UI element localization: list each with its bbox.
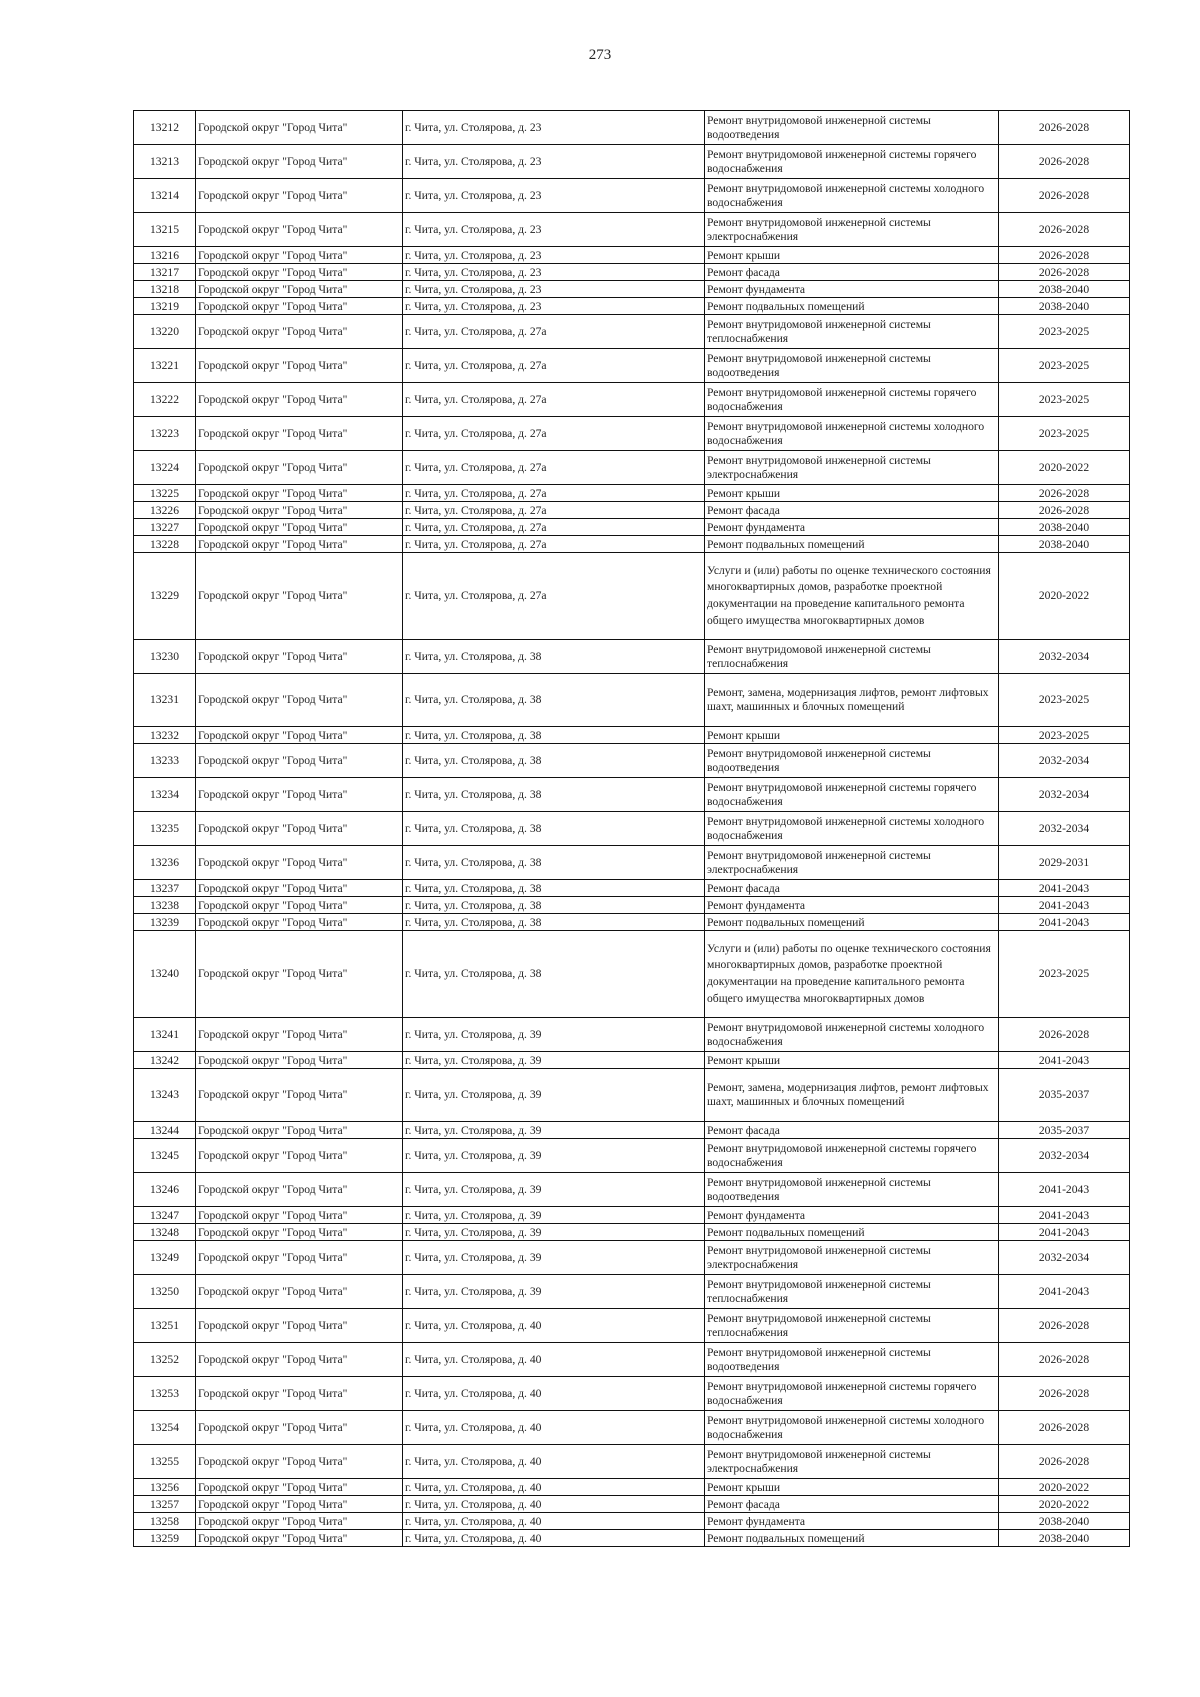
years-cell: 2026-2028	[999, 1343, 1130, 1377]
municipality-cell: Городской округ "Город Чита"	[196, 1139, 403, 1173]
table-row	[134, 1445, 1130, 1479]
years-cell: 2041-2043	[999, 897, 1130, 914]
years-cell: 2023-2025	[999, 931, 1130, 1018]
municipality-cell: Городской округ "Город Чита"	[196, 519, 403, 536]
years-cell: 2023-2025	[999, 315, 1130, 349]
row-number: 13250	[134, 1275, 196, 1309]
address-cell: г. Чита, ул. Столярова, д. 27а	[403, 485, 705, 502]
years-cell: 2032-2034	[999, 640, 1130, 674]
table-row	[134, 1496, 1130, 1513]
row-number: 13252	[134, 1343, 196, 1377]
row-number: 13237	[134, 880, 196, 897]
row-number: 13235	[134, 812, 196, 846]
municipality-cell: Городской округ "Город Чита"	[196, 674, 403, 727]
work-type-cell: Ремонт внутридомовой инженерной системы электроснабжения	[705, 846, 999, 880]
row-number: 13219	[134, 298, 196, 315]
table-row	[134, 315, 1130, 349]
address-cell: г. Чита, ул. Столярова, д. 23	[403, 179, 705, 213]
municipality-cell: Городской округ "Город Чита"	[196, 1496, 403, 1513]
address-cell: г. Чита, ул. Столярова, д. 39	[403, 1173, 705, 1207]
address-cell: г. Чита, ул. Столярова, д. 38	[403, 880, 705, 897]
municipality-cell: Городской округ "Город Чита"	[196, 1377, 403, 1411]
years-cell: 2032-2034	[999, 1241, 1130, 1275]
work-type-cell: Ремонт крыши	[705, 1479, 999, 1496]
municipality-cell: Городской округ "Город Чита"	[196, 897, 403, 914]
municipality-cell: Городской округ "Город Чита"	[196, 931, 403, 1018]
row-number: 13225	[134, 485, 196, 502]
row-number: 13216	[134, 247, 196, 264]
table-row	[134, 744, 1130, 778]
table-row	[134, 1139, 1130, 1173]
years-cell: 2032-2034	[999, 778, 1130, 812]
years-cell: 2041-2043	[999, 1207, 1130, 1224]
table-row	[134, 1224, 1130, 1241]
row-number: 13240	[134, 931, 196, 1018]
municipality-cell: Городской округ "Город Чита"	[196, 349, 403, 383]
address-cell: г. Чита, ул. Столярова, д. 38	[403, 640, 705, 674]
years-cell: 2026-2028	[999, 264, 1130, 281]
row-number: 13259	[134, 1530, 196, 1547]
municipality-cell: Городской округ "Город Чита"	[196, 417, 403, 451]
municipality-cell: Городской округ "Город Чита"	[196, 914, 403, 931]
address-cell: г. Чита, ул. Столярова, д. 23	[403, 213, 705, 247]
work-type-cell: Ремонт подвальных помещений	[705, 1224, 999, 1241]
table-row	[134, 349, 1130, 383]
row-number: 13242	[134, 1052, 196, 1069]
municipality-cell: Городской округ "Город Чита"	[196, 298, 403, 315]
years-cell: 2041-2043	[999, 1224, 1130, 1241]
work-type-cell: Ремонт фасада	[705, 264, 999, 281]
row-number: 13212	[134, 111, 196, 145]
years-cell: 2020-2022	[999, 451, 1130, 485]
municipality-cell: Городской округ "Город Чита"	[196, 1309, 403, 1343]
work-type-cell: Ремонт фундамента	[705, 1513, 999, 1530]
years-cell: 2026-2028	[999, 1309, 1130, 1343]
table-row	[134, 1513, 1130, 1530]
table-row	[134, 1173, 1130, 1207]
work-type-cell: Ремонт внутридомовой инженерной системы теплоснабжения	[705, 640, 999, 674]
address-cell: г. Чита, ул. Столярова, д. 38	[403, 727, 705, 744]
address-cell: г. Чита, ул. Столярова, д. 39	[403, 1224, 705, 1241]
table-row	[134, 1018, 1130, 1052]
municipality-cell: Городской округ "Город Чита"	[196, 1411, 403, 1445]
work-type-cell: Ремонт фасада	[705, 1496, 999, 1513]
work-type-cell: Ремонт подвальных помещений	[705, 298, 999, 315]
work-type-cell: Ремонт подвальных помещений	[705, 1530, 999, 1547]
address-cell: г. Чита, ул. Столярова, д. 39	[403, 1018, 705, 1052]
years-cell: 2023-2025	[999, 349, 1130, 383]
work-type-cell: Ремонт крыши	[705, 247, 999, 264]
row-number: 13220	[134, 315, 196, 349]
work-type-cell: Ремонт фундамента	[705, 1207, 999, 1224]
table-row	[134, 931, 1130, 1018]
table-row	[134, 778, 1130, 812]
years-cell: 2020-2022	[999, 1479, 1130, 1496]
table-row	[134, 914, 1130, 931]
years-cell: 2026-2028	[999, 213, 1130, 247]
row-number: 13238	[134, 897, 196, 914]
address-cell: г. Чита, ул. Столярова, д. 38	[403, 897, 705, 914]
work-type-cell: Ремонт внутридомовой инженерной системы горячего водоснабжения	[705, 1139, 999, 1173]
row-number: 13224	[134, 451, 196, 485]
address-cell: г. Чита, ул. Столярова, д. 38	[403, 812, 705, 846]
years-cell: 2038-2040	[999, 519, 1130, 536]
address-cell: г. Чита, ул. Столярова, д. 40	[403, 1445, 705, 1479]
table-row	[134, 1479, 1130, 1496]
municipality-cell: Городской округ "Город Чита"	[196, 1513, 403, 1530]
address-cell: г. Чита, ул. Столярова, д. 40	[403, 1411, 705, 1445]
years-cell: 2026-2028	[999, 145, 1130, 179]
table-row	[134, 1377, 1130, 1411]
address-cell: г. Чита, ул. Столярова, д. 39	[403, 1069, 705, 1122]
municipality-cell: Городской округ "Город Чита"	[196, 145, 403, 179]
address-cell: г. Чита, ул. Столярова, д. 27а	[403, 349, 705, 383]
municipality-cell: Городской округ "Город Чита"	[196, 315, 403, 349]
table-row	[134, 846, 1130, 880]
years-cell: 2026-2028	[999, 247, 1130, 264]
municipality-cell: Городской округ "Город Чита"	[196, 1343, 403, 1377]
work-type-cell: Ремонт внутридомовой инженерной системы водоотведения	[705, 111, 999, 145]
table-row	[134, 1275, 1130, 1309]
work-type-cell: Ремонт внутридомовой инженерной системы холодного водоснабжения	[705, 417, 999, 451]
table-row	[134, 1309, 1130, 1343]
years-cell: 2020-2022	[999, 553, 1130, 640]
work-type-cell: Ремонт внутридомовой инженерной системы холодного водоснабжения	[705, 812, 999, 846]
address-cell: г. Чита, ул. Столярова, д. 27а	[403, 383, 705, 417]
years-cell: 2023-2025	[999, 417, 1130, 451]
work-type-cell: Ремонт крыши	[705, 1052, 999, 1069]
work-type-cell: Ремонт внутридомовой инженерной системы холодного водоснабжения	[705, 1411, 999, 1445]
municipality-cell: Городской округ "Город Чита"	[196, 281, 403, 298]
table-row	[134, 536, 1130, 553]
years-cell: 2038-2040	[999, 1530, 1130, 1547]
work-type-cell: Ремонт внутридомовой инженерной системы электроснабжения	[705, 1241, 999, 1275]
municipality-cell: Городской округ "Город Чита"	[196, 778, 403, 812]
years-cell: 2032-2034	[999, 744, 1130, 778]
address-cell: г. Чита, ул. Столярова, д. 40	[403, 1377, 705, 1411]
municipality-cell: Городской округ "Город Чита"	[196, 451, 403, 485]
work-type-cell: Ремонт подвальных помещений	[705, 914, 999, 931]
address-cell: г. Чита, ул. Столярова, д. 40	[403, 1530, 705, 1547]
years-cell: 2038-2040	[999, 536, 1130, 553]
row-number: 13230	[134, 640, 196, 674]
address-cell: г. Чита, ул. Столярова, д. 39	[403, 1275, 705, 1309]
work-type-cell: Ремонт внутридомовой инженерной системы горячего водоснабжения	[705, 383, 999, 417]
row-number: 13226	[134, 502, 196, 519]
municipality-cell: Городской округ "Город Чита"	[196, 1018, 403, 1052]
years-cell: 2026-2028	[999, 485, 1130, 502]
work-type-cell: Ремонт подвальных помещений	[705, 536, 999, 553]
table-row	[134, 298, 1130, 315]
municipality-cell: Городской округ "Город Чита"	[196, 1445, 403, 1479]
table-row	[134, 1530, 1130, 1547]
table-row	[134, 897, 1130, 914]
address-cell: г. Чита, ул. Столярова, д. 23	[403, 145, 705, 179]
table-row	[134, 179, 1130, 213]
years-cell: 2026-2028	[999, 111, 1130, 145]
years-cell: 2035-2037	[999, 1122, 1130, 1139]
work-type-cell: Ремонт фасада	[705, 880, 999, 897]
years-cell: 2041-2043	[999, 880, 1130, 897]
work-type-cell: Ремонт внутридомовой инженерной системы холодного водоснабжения	[705, 1018, 999, 1052]
table-row	[134, 264, 1130, 281]
work-type-cell: Ремонт внутридомовой инженерной системы водоотведения	[705, 744, 999, 778]
municipality-cell: Городской округ "Город Чита"	[196, 744, 403, 778]
row-number: 13218	[134, 281, 196, 298]
work-type-cell: Ремонт крыши	[705, 727, 999, 744]
table-row	[134, 485, 1130, 502]
municipality-cell: Городской округ "Город Чита"	[196, 1275, 403, 1309]
row-number: 13258	[134, 1513, 196, 1530]
work-type-cell: Ремонт фасада	[705, 1122, 999, 1139]
table-row	[134, 451, 1130, 485]
address-cell: г. Чита, ул. Столярова, д. 27а	[403, 417, 705, 451]
municipality-cell: Городской округ "Город Чита"	[196, 1052, 403, 1069]
municipality-cell: Городской округ "Город Чита"	[196, 1224, 403, 1241]
years-cell: 2026-2028	[999, 179, 1130, 213]
address-cell: г. Чита, ул. Столярова, д. 23	[403, 281, 705, 298]
municipality-cell: Городской округ "Город Чита"	[196, 640, 403, 674]
municipality-cell: Городской округ "Город Чита"	[196, 846, 403, 880]
years-cell: 2023-2025	[999, 383, 1130, 417]
row-number: 13239	[134, 914, 196, 931]
address-cell: г. Чита, ул. Столярова, д. 40	[403, 1513, 705, 1530]
years-cell: 2035-2037	[999, 1069, 1130, 1122]
years-cell: 2041-2043	[999, 914, 1130, 931]
row-number: 13221	[134, 349, 196, 383]
table-row	[134, 247, 1130, 264]
work-type-cell: Ремонт внутридомовой инженерной системы теплоснабжения	[705, 1275, 999, 1309]
address-cell: г. Чита, ул. Столярова, д. 23	[403, 298, 705, 315]
row-number: 13213	[134, 145, 196, 179]
table-row	[134, 1411, 1130, 1445]
municipality-cell: Городской округ "Город Чита"	[196, 264, 403, 281]
address-cell: г. Чита, ул. Столярова, д. 38	[403, 744, 705, 778]
years-cell: 2023-2025	[999, 674, 1130, 727]
table-row	[134, 111, 1130, 145]
municipality-cell: Городской округ "Город Чита"	[196, 1207, 403, 1224]
work-type-cell: Ремонт внутридомовой инженерной системы электроснабжения	[705, 213, 999, 247]
row-number: 13248	[134, 1224, 196, 1241]
municipality-cell: Городской округ "Город Чита"	[196, 880, 403, 897]
work-type-cell: Ремонт фундамента	[705, 519, 999, 536]
address-cell: г. Чита, ул. Столярова, д. 27а	[403, 502, 705, 519]
work-type-cell: Ремонт внутридомовой инженерной системы холодного водоснабжения	[705, 179, 999, 213]
years-cell: 2026-2028	[999, 1018, 1130, 1052]
work-type-cell: Ремонт внутридомовой инженерной системы горячего водоснабжения	[705, 778, 999, 812]
address-cell: г. Чита, ул. Столярова, д. 27а	[403, 519, 705, 536]
years-cell: 2038-2040	[999, 298, 1130, 315]
table-row	[134, 674, 1130, 727]
work-type-cell: Ремонт внутридомовой инженерной системы горячего водоснабжения	[705, 145, 999, 179]
address-cell: г. Чита, ул. Столярова, д. 38	[403, 914, 705, 931]
years-cell: 2020-2022	[999, 1496, 1130, 1513]
row-number: 13246	[134, 1173, 196, 1207]
address-cell: г. Чита, ул. Столярова, д. 27а	[403, 451, 705, 485]
table-row	[134, 880, 1130, 897]
work-type-cell: Ремонт фасада	[705, 502, 999, 519]
table-row	[134, 812, 1130, 846]
years-cell: 2038-2040	[999, 1513, 1130, 1530]
table-row	[134, 213, 1130, 247]
address-cell: г. Чита, ул. Столярова, д. 27а	[403, 536, 705, 553]
municipality-cell: Городской округ "Город Чита"	[196, 485, 403, 502]
table-row	[134, 281, 1130, 298]
address-cell: г. Чита, ул. Столярова, д. 39	[403, 1241, 705, 1275]
municipality-cell: Городской округ "Город Чита"	[196, 502, 403, 519]
years-cell: 2032-2034	[999, 1139, 1130, 1173]
row-number: 13222	[134, 383, 196, 417]
row-number: 13255	[134, 1445, 196, 1479]
work-type-cell: Ремонт крыши	[705, 485, 999, 502]
years-cell: 2026-2028	[999, 502, 1130, 519]
address-cell: г. Чита, ул. Столярова, д. 38	[403, 674, 705, 727]
row-number: 13232	[134, 727, 196, 744]
row-number: 13236	[134, 846, 196, 880]
row-number: 13247	[134, 1207, 196, 1224]
address-cell: г. Чита, ул. Столярова, д. 38	[403, 846, 705, 880]
work-type-cell: Ремонт внутридомовой инженерной системы теплоснабжения	[705, 315, 999, 349]
work-type-cell: Ремонт внутридомовой инженерной системы теплоснабжения	[705, 1309, 999, 1343]
row-number: 13254	[134, 1411, 196, 1445]
work-type-cell: Ремонт внутридомовой инженерной системы электроснабжения	[705, 451, 999, 485]
municipality-cell: Городской округ "Город Чита"	[196, 812, 403, 846]
address-cell: г. Чита, ул. Столярова, д. 38	[403, 931, 705, 1018]
municipality-cell: Городской округ "Город Чита"	[196, 383, 403, 417]
table-row	[134, 1052, 1130, 1069]
address-cell: г. Чита, ул. Столярова, д. 38	[403, 778, 705, 812]
address-cell: г. Чита, ул. Столярова, д. 23	[403, 247, 705, 264]
work-type-cell: Ремонт внутридомовой инженерной системы электроснабжения	[705, 1445, 999, 1479]
row-number: 13234	[134, 778, 196, 812]
row-number: 13243	[134, 1069, 196, 1122]
register-table-body	[134, 111, 1130, 1547]
address-cell: г. Чита, ул. Столярова, д. 40	[403, 1343, 705, 1377]
row-number: 13223	[134, 417, 196, 451]
years-cell: 2023-2025	[999, 727, 1130, 744]
years-cell: 2038-2040	[999, 281, 1130, 298]
work-type-cell: Услуги и (или) работы по оценке технического состояния многоквартирных домов, разработке проектной документации на проведение капитального ремонта общего имущества многоквартирных домов	[705, 553, 999, 640]
years-cell: 2029-2031	[999, 846, 1130, 880]
table-row	[134, 519, 1130, 536]
municipality-cell: Городской округ "Город Чита"	[196, 179, 403, 213]
address-cell: г. Чита, ул. Столярова, д. 40	[403, 1479, 705, 1496]
address-cell: г. Чита, ул. Столярова, д. 39	[403, 1139, 705, 1173]
years-cell: 2041-2043	[999, 1052, 1130, 1069]
municipality-cell: Городской округ "Город Чита"	[196, 553, 403, 640]
municipality-cell: Городской округ "Город Чита"	[196, 536, 403, 553]
row-number: 13245	[134, 1139, 196, 1173]
row-number: 13217	[134, 264, 196, 281]
work-type-cell: Ремонт внутридомовой инженерной системы водоотведения	[705, 1343, 999, 1377]
row-number: 13241	[134, 1018, 196, 1052]
row-number: 13256	[134, 1479, 196, 1496]
table-row	[134, 553, 1130, 640]
row-number: 13215	[134, 213, 196, 247]
municipality-cell: Городской округ "Город Чита"	[196, 213, 403, 247]
work-type-cell: Ремонт внутридомовой инженерной системы водоотведения	[705, 1173, 999, 1207]
row-number: 13233	[134, 744, 196, 778]
row-number: 13253	[134, 1377, 196, 1411]
years-cell: 2026-2028	[999, 1377, 1130, 1411]
row-number: 13244	[134, 1122, 196, 1139]
table-row	[134, 1207, 1130, 1224]
row-number: 13227	[134, 519, 196, 536]
years-cell: 2041-2043	[999, 1173, 1130, 1207]
address-cell: г. Чита, ул. Столярова, д. 27а	[403, 315, 705, 349]
table-row	[134, 640, 1130, 674]
work-type-cell: Ремонт фундамента	[705, 281, 999, 298]
row-number: 13229	[134, 553, 196, 640]
address-cell: г. Чита, ул. Столярова, д. 23	[403, 264, 705, 281]
table-row	[134, 145, 1130, 179]
municipality-cell: Городской округ "Город Чита"	[196, 1173, 403, 1207]
table-row	[134, 727, 1130, 744]
row-number: 13249	[134, 1241, 196, 1275]
work-type-cell: Услуги и (или) работы по оценке технического состояния многоквартирных домов, разработке проектной документации на проведение капитального ремонта общего имущества многоквартирных домов	[705, 931, 999, 1018]
address-cell: г. Чита, ул. Столярова, д. 40	[403, 1496, 705, 1513]
municipality-cell: Городской округ "Город Чита"	[196, 727, 403, 744]
years-cell: 2032-2034	[999, 812, 1130, 846]
years-cell: 2041-2043	[999, 1275, 1130, 1309]
address-cell: г. Чита, ул. Столярова, д. 39	[403, 1052, 705, 1069]
row-number: 13257	[134, 1496, 196, 1513]
years-cell: 2026-2028	[999, 1445, 1130, 1479]
municipality-cell: Городской округ "Город Чита"	[196, 247, 403, 264]
row-number: 13251	[134, 1309, 196, 1343]
municipality-cell: Городской округ "Город Чита"	[196, 1479, 403, 1496]
register-table	[133, 110, 1130, 1547]
table-row	[134, 502, 1130, 519]
municipality-cell: Городской округ "Город Чита"	[196, 111, 403, 145]
municipality-cell: Городской округ "Город Чита"	[196, 1241, 403, 1275]
municipality-cell: Городской округ "Город Чита"	[196, 1069, 403, 1122]
years-cell: 2026-2028	[999, 1411, 1130, 1445]
address-cell: г. Чита, ул. Столярова, д. 27а	[403, 553, 705, 640]
municipality-cell: Городской округ "Город Чита"	[196, 1122, 403, 1139]
work-type-cell: Ремонт, замена, модернизация лифтов, ремонт лифтовых шахт, машинных и блочных помещений	[705, 674, 999, 727]
work-type-cell: Ремонт, замена, модернизация лифтов, ремонт лифтовых шахт, машинных и блочных помещений	[705, 1069, 999, 1122]
address-cell: г. Чита, ул. Столярова, д. 39	[403, 1122, 705, 1139]
table-row	[134, 417, 1130, 451]
row-number: 13214	[134, 179, 196, 213]
municipality-cell: Городской округ "Город Чита"	[196, 1530, 403, 1547]
work-type-cell: Ремонт фундамента	[705, 897, 999, 914]
table-row	[134, 383, 1130, 417]
table-row	[134, 1122, 1130, 1139]
address-cell: г. Чита, ул. Столярова, д. 40	[403, 1309, 705, 1343]
page-number: 273	[588, 47, 612, 63]
table-row	[134, 1241, 1130, 1275]
row-number: 13231	[134, 674, 196, 727]
address-cell: г. Чита, ул. Столярова, д. 39	[403, 1207, 705, 1224]
work-type-cell: Ремонт внутридомовой инженерной системы водоотведения	[705, 349, 999, 383]
table-row	[134, 1069, 1130, 1122]
address-cell: г. Чита, ул. Столярова, д. 23	[403, 111, 705, 145]
work-type-cell: Ремонт внутридомовой инженерной системы горячего водоснабжения	[705, 1377, 999, 1411]
row-number: 13228	[134, 536, 196, 553]
table-row	[134, 1343, 1130, 1377]
